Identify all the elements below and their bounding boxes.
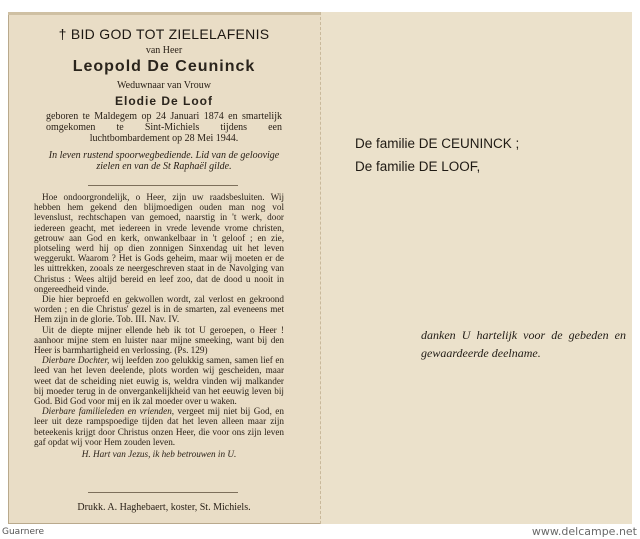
watermark-url: www.delcampe.net bbox=[531, 525, 637, 538]
left-panel bbox=[8, 12, 321, 524]
paragraph-3: Uit de diepte mijner ellende heb ik tot U geroepen, o Heer ! aanhoor mijne stem en luister naar mijne smeeking, want bij den Heer is barmhartigheid en verlossing. (Ps. 129) bbox=[34, 324, 284, 356]
widower-label: Weduwnaar van Vrouw bbox=[117, 80, 211, 91]
family-line-2: De familie DE LOOF, bbox=[355, 159, 481, 174]
paragraph-4 bbox=[34, 355, 284, 406]
wife-name: Elodie De Loof bbox=[115, 94, 213, 108]
divider-top bbox=[88, 185, 238, 186]
right-panel bbox=[321, 12, 632, 524]
occupation-text: In leven rustend spoorwegbediende. Lid van de geloovige zielen en van de St Raphaël gilde. bbox=[48, 150, 280, 172]
paragraph-5-body: vergeet mij niet bij God, en leer uit deze rampspoedige tijden dat het leven alleen maar zijn beteekenis krijgt door Christus onzen Heer, die voor ons zijn leven gaf opdat wij voor Hem zouden leven. bbox=[34, 406, 284, 447]
thanks-text: danken U hartelijk voor de gebeden en gewaardeerde deelname. bbox=[421, 328, 626, 360]
birth-death-text: geboren te Maldegem op 24 Januari 1874 en smartelijk omgekomen te Sint-Michiels tijdens een luchtbombardement op 28 Mei 1944. bbox=[46, 111, 282, 144]
prayer-text bbox=[34, 192, 284, 487]
van-heer-label: van Heer bbox=[145, 45, 183, 56]
family-line-1: De familie DE CEUNINCK ; bbox=[355, 136, 520, 151]
paragraph-2: Die hier beproefd en gekwollen wordt, zal verlost en gekroond worden ; en die Christus' gezel is in de smarten, zal eveneens met Hem zijn in de glorie. Tob. III. Nav. IV. bbox=[34, 294, 284, 325]
paragraph-1: Hoe ondoorgrondelijk, o Heer, zijn uw raadsbesluiten. Wij hebben hem gekend den blijmoedigen ouden man nog vol levenslust, rechtschapen van gemoed, naarstig in 't werk, door iedereen geacht, met iedereen in vrede levende vrome christen, getrouw aan God en kerk, onwankelbaar in 't geloof ; en zie, plotseling werd hij op dien zonnigen Sinxendag uit het leven weggerukt. Waarom ? Het is Gods geheim, maar wij moeten er de les uittrekken, zooals ze neergeschreven staat in de Navolging van Christus : Wees altijd bereid en leef zoo, dat de dood u nooit in ongereedheid vinde. bbox=[34, 192, 284, 294]
closing-invocation: H. Hart van Jezus, ik heb betrouwen in U. bbox=[81, 449, 237, 460]
printer-credit: Drukk. A. Haghebaert, koster, St. Michiels. bbox=[77, 502, 251, 513]
deceased-name: Leopold De Ceuninck bbox=[72, 58, 256, 75]
card-title: † BID GOD TOT ZIELELAFENIS bbox=[58, 26, 270, 42]
memorial-card bbox=[8, 12, 632, 524]
paragraph-4-lead: Dierbare Dochter, bbox=[42, 355, 110, 366]
divider-bottom bbox=[88, 492, 238, 493]
paragraph-4-body: wij leefden zoo gelukkig samen, samen lief en leed van het leven deelende, plots worden wij gescheiden, maar weet dat de scheiding niet euwig is, weldra vinden wij malkander bij moeder terug in de onvergankelijkheid van het eeuwig leven bij God. Bid God voor mij en ik zal moeder over u waken. bbox=[34, 355, 284, 407]
paragraph-5-lead: Dierbare familieleden en vrienden, bbox=[42, 406, 175, 417]
uploader-name: Guarnere bbox=[2, 527, 45, 537]
paragraph-5 bbox=[34, 406, 284, 447]
